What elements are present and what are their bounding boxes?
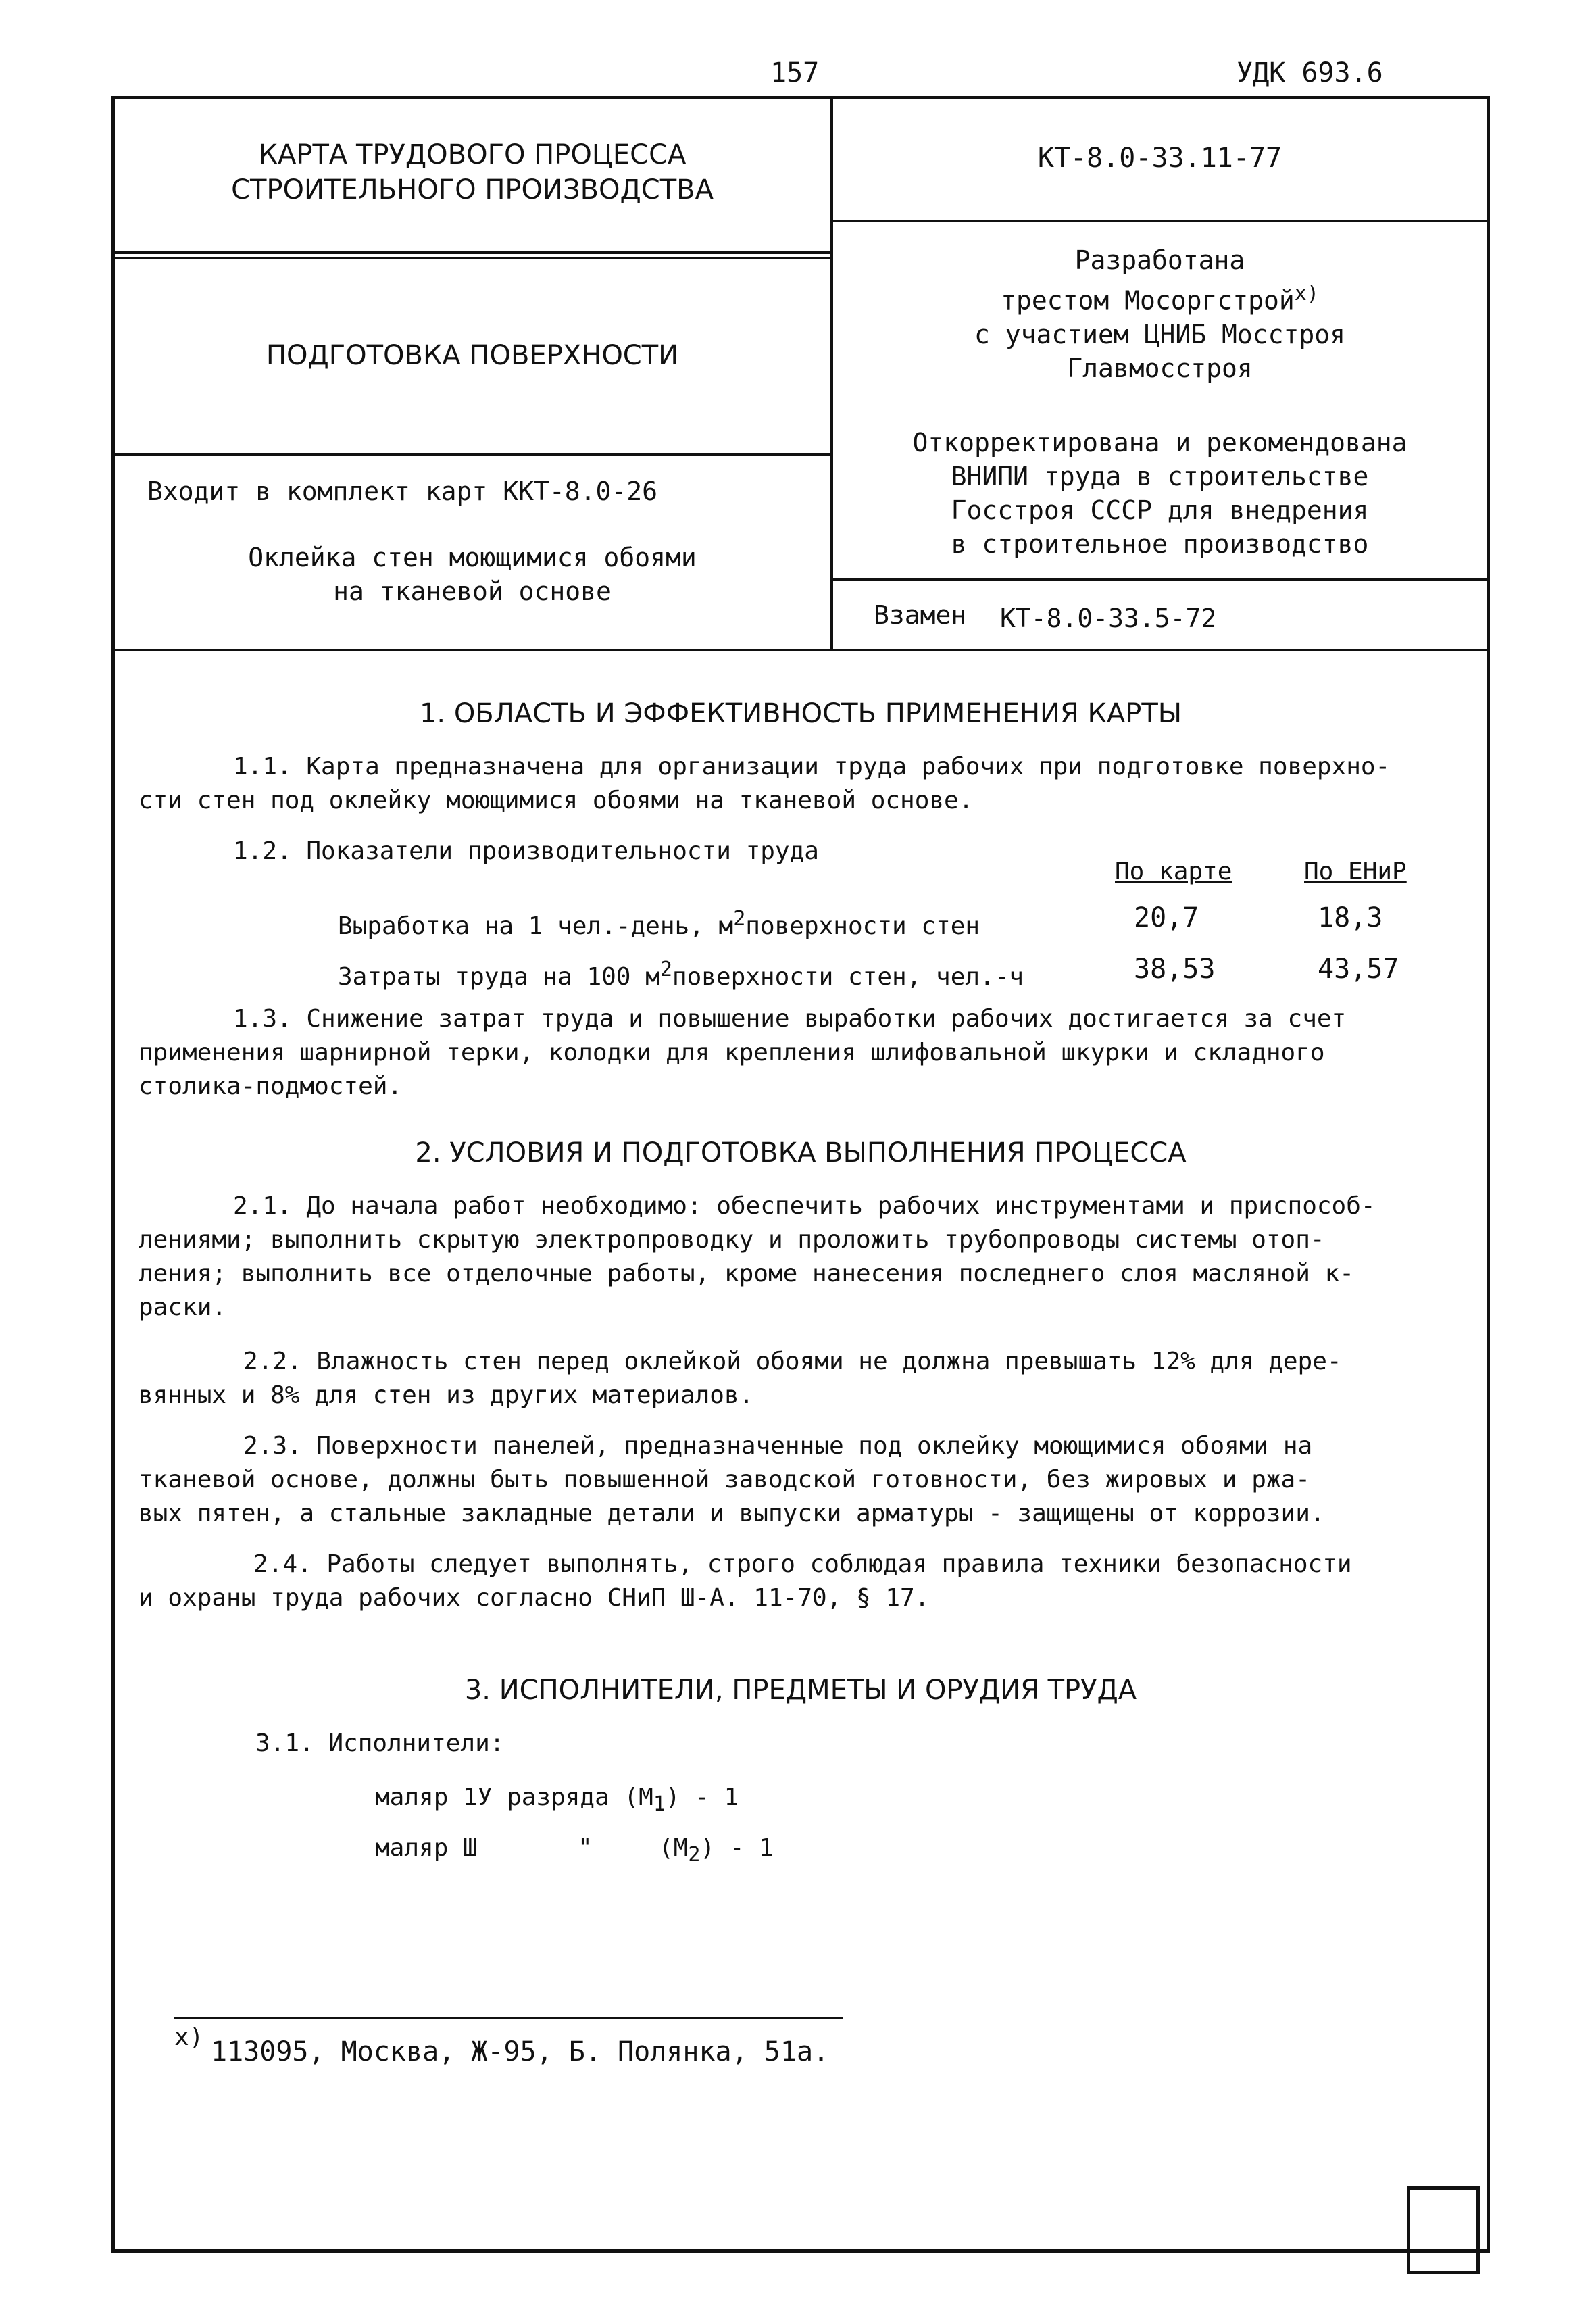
paragraph-2-3: 2.3. Поверхности панелей, предназначенные под оклейку моющимися обоями на bbox=[243, 1432, 1313, 1460]
worker-2-count: ) - 1 bbox=[700, 1834, 774, 1862]
corrected-line-1: Откорректирована и рекомендована bbox=[912, 428, 1407, 458]
worker-2-prefix: (М bbox=[659, 1834, 689, 1862]
output-row-label bbox=[338, 902, 980, 943]
labor-row-label bbox=[338, 953, 1024, 994]
labor-card-value: 38,53 bbox=[1134, 954, 1216, 985]
column-header-enir: По ЕНиР bbox=[1304, 858, 1407, 885]
corrected-line-2: ВНИПИ труда в строительстве bbox=[951, 462, 1369, 491]
paragraph-2-1-cont-3: раски. bbox=[139, 1294, 227, 1321]
udc-code: УДК 693.6 bbox=[1237, 57, 1383, 89]
section-1-heading: 1. ОБЛАСТЬ И ЭФФЕКТИВНОСТЬ ПРИМЕНЕНИЯ КАРТЫ bbox=[419, 698, 1182, 729]
worker-1-label: маляр 1У разряда (М bbox=[375, 1783, 653, 1811]
replaces-label: Взамен bbox=[874, 600, 967, 630]
worker-2-index: 2 bbox=[688, 1843, 701, 1867]
frame-right bbox=[1487, 96, 1490, 2252]
paragraph-2-4-cont: и охраны труда рабочих согласно СНиП Ш-А. 11-70, § 17. bbox=[139, 1584, 930, 1612]
output-label-a: Выработка на 1 чел.-день, м bbox=[338, 912, 734, 940]
worker-2 bbox=[659, 1831, 774, 1872]
labor-superscript: 2 bbox=[659, 958, 672, 981]
paragraph-1-1: 1.1. Карта предназначена для организации труда рабочих при подготовке поверхно- bbox=[233, 753, 1391, 781]
card-type bbox=[115, 137, 830, 207]
corrected-line-3: Госстроя СССР для внедрения bbox=[951, 495, 1369, 525]
developed-line-2: трестом Мосоргстрой bbox=[1001, 285, 1295, 316]
page-number: 157 bbox=[770, 57, 820, 89]
kit-subject-line-1: Оклейка стен моющимися обоями bbox=[248, 543, 697, 572]
corner-box bbox=[1407, 2186, 1480, 2274]
card-type-line-2: СТРОИТЕЛЬНОГО ПРОИЗВОДСТВА bbox=[231, 174, 714, 205]
frame-bottom bbox=[111, 2249, 1490, 2253]
labor-enir-value: 43,57 bbox=[1318, 954, 1399, 985]
paragraph-2-3-cont-1: тканевой основе, должны быть повышенной заводской готовности, без жировых и ржа- bbox=[139, 1466, 1310, 1494]
section-3-heading: 3. ИСПОЛНИТЕЛИ, ПРЕДМЕТЫ И ОРУДИЯ ТРУДА bbox=[464, 1675, 1137, 1706]
kit-reference: Входит в комплект карт ККТ-8.0-26 bbox=[147, 476, 657, 506]
labor-label-a: Затраты труда на 100 м bbox=[338, 963, 660, 991]
footnote-mark: x) bbox=[174, 2023, 204, 2051]
card-title: ПОДГОТОВКА ПОВЕРХНОСТИ bbox=[266, 340, 679, 371]
card-code: КТ-8.0-33.11-77 bbox=[1037, 143, 1282, 174]
output-superscript: 2 bbox=[733, 907, 746, 931]
header-divider-left-2 bbox=[111, 453, 833, 456]
frame-left bbox=[111, 96, 115, 2252]
paragraph-2-2-cont: вянных и 8% для стен из других материалов. bbox=[139, 1381, 754, 1409]
output-card-value: 20,7 bbox=[1134, 902, 1199, 933]
paragraph-2-1-cont-2: ления; выполнить все отделочные работы, кроме нанесения последнего слоя масляной к- bbox=[139, 1260, 1354, 1287]
paragraph-3-1: 3.1. Исполнители: bbox=[255, 1729, 505, 1757]
corrected-line-4: в строительное производство bbox=[951, 529, 1369, 559]
developed-line-3: с участием ЦНИБ Мосстроя bbox=[974, 319, 1346, 349]
paragraph-2-1-cont-1: лениями; выполнить скрытую электропроводку и проложить трубопроводы системы отоп- bbox=[139, 1226, 1325, 1254]
paragraph-1-1-cont: сти стен под оклейку моющимися обоями на тканевой основе. bbox=[139, 787, 974, 814]
paragraph-2-4: 2.4. Работы следует выполнять, строго соблюдая правила техники безопасности bbox=[253, 1550, 1352, 1578]
paragraph-2-2: 2.2. Влажность стен перед оклейкой обоями не должна превышать 12% для дере- bbox=[243, 1348, 1342, 1375]
header-bottom bbox=[111, 649, 1490, 651]
labor-label-b: поверхности стен, чел.-ч bbox=[672, 963, 1024, 991]
developed-by bbox=[833, 243, 1487, 385]
footnote-text: 113095, Москва, Ж-95, Б. Полянка, 51а. bbox=[211, 2036, 830, 2067]
replaces-code: КТ-8.0-33.5-72 bbox=[1000, 604, 1217, 633]
worker-1-index: 1 bbox=[653, 1792, 666, 1817]
footnote-marker: x) bbox=[1294, 282, 1319, 305]
output-label-b: поверхности стен bbox=[745, 912, 980, 940]
paragraph-2-1: 2.1. До начала работ необходимо: обеспечить рабочих инструментами и приспособ- bbox=[233, 1192, 1376, 1220]
worker-1 bbox=[375, 1781, 739, 1821]
paragraph-1-3-cont-1: применения шарнирной терки, колодки для крепления шлифовальной шкурки и складного bbox=[139, 1039, 1325, 1066]
kit-subject-line-2: на тканевой основе bbox=[333, 576, 612, 606]
section-2-heading: 2. УСЛОВИЯ И ПОДГОТОВКА ВЫПОЛНЕНИЯ ПРОЦЕССА bbox=[415, 1137, 1187, 1168]
header-divider-right-1 bbox=[830, 220, 1490, 222]
paragraph-1-3: 1.3. Снижение затрат труда и повышение выработки рабочих достигается за счет bbox=[233, 1005, 1347, 1033]
paragraph-1-3-cont-2: столика-подмостей. bbox=[139, 1073, 403, 1100]
card-type-line-1: КАРТА ТРУДОВОГО ПРОЦЕССА bbox=[258, 139, 687, 170]
header-divider-left-1 bbox=[111, 251, 833, 254]
header-divider-left-1b bbox=[111, 257, 833, 259]
output-enir-value: 18,3 bbox=[1318, 902, 1383, 933]
frame-top bbox=[111, 96, 1490, 99]
worker-2-ditto: " bbox=[578, 1834, 593, 1862]
paragraph-1-2: 1.2. Показатели производительности труда bbox=[233, 837, 819, 865]
paragraph-2-3-cont-2: вых пятен, а стальные закладные детали и выпуски арматуры - защищены от коррозии. bbox=[139, 1500, 1325, 1527]
developed-line-4: Главмосстроя bbox=[1067, 353, 1253, 383]
corrected-by bbox=[833, 426, 1487, 561]
kit-subject bbox=[115, 541, 830, 608]
footnote-rule bbox=[174, 2017, 843, 2019]
header-divider-right-2 bbox=[830, 578, 1490, 581]
column-header-card: По карте bbox=[1115, 858, 1232, 885]
worker-1-count: ) - 1 bbox=[665, 1783, 739, 1811]
worker-2-label: маляр Ш bbox=[375, 1834, 478, 1862]
developed-line-1: Разработана bbox=[1074, 245, 1245, 275]
